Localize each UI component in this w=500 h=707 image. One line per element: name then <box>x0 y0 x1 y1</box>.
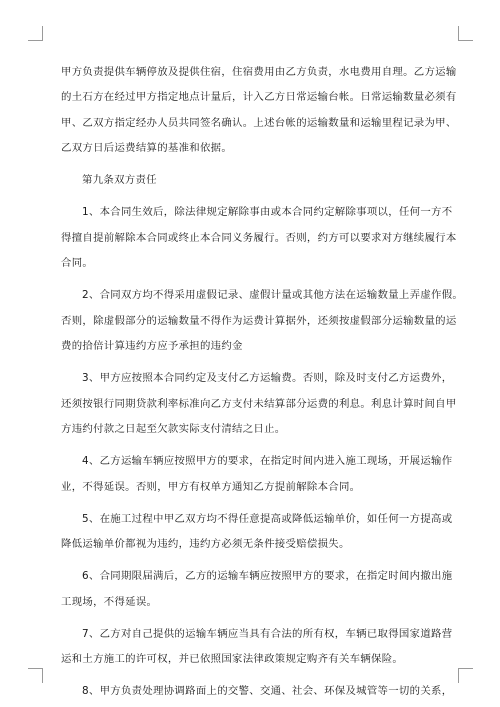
text-line: 还须按银行同期贷款利率标准向乙方支付未结算部分运费的利息。利息计算时间自甲 <box>61 398 457 410</box>
text-line: 2、合同双方均不得采用虚假记录、虚假计量或其他方法在运输数量上弄虚作假。 <box>82 289 464 301</box>
text-line: 7、乙方对自己提供的运输车辆应当具有合法的所有权，车辆已取得国家道路营 <box>82 628 453 640</box>
crop-mark-bottom-right <box>458 668 473 683</box>
text-line: 4、乙方运输车辆应按照甲方的要求，在指定时间内进入施工现场，开展运输作 <box>82 455 453 467</box>
text-line: 方违约付款之日起至欠款实际支付清结之日止。 <box>61 423 286 435</box>
text-line: 的土石方在经过甲方指定地点计量后，计入乙方日常运输台帐。日常运输数量必须有 <box>61 91 457 103</box>
text-line: 降低运输单价都视为违约，违约方必须无条件接受赔偿损失。 <box>61 538 350 550</box>
text-line: 费的拾倍计算违约方应予承担的违约金 <box>61 340 243 352</box>
text-line: 1、本合同生效后，除法律规定解除事由或本合同约定解除事项以，任何一方不 <box>82 206 453 218</box>
text-line: 合同。 <box>61 257 94 269</box>
text-line: 6、合同期限届满后，乙方的运输车辆应按照甲方的要求，在指定时间内撤出施 <box>82 570 453 582</box>
text-line: 乙双方日后运费结算的基准和依据。 <box>61 142 233 154</box>
text-line: 甲、乙双方指定经办人员共同签名确认。上述台帐的运输数量和运输里程记录为甲、 <box>61 117 457 129</box>
section-heading: 第九条双方责任 <box>82 174 157 186</box>
text-line: 否则，除虚假部分的运输数量不得作为运费计算据外，还须按虚假部分运输数量的运 <box>61 315 457 327</box>
crop-mark-bottom-left <box>28 668 43 683</box>
text-line: 甲方负责提供车辆停放及提供住宿，住宿费用由乙方负责，水电费用自理。乙方运输 <box>61 66 457 78</box>
text-line: 得擅自提前解除本合同或终止本合同义务履行。否则，约方可以要求对方继续履行本 <box>61 232 457 244</box>
text-line: 5、在施工过程中甲乙双方均不得任意提高或降低运输单价，如任何一方提高或 <box>82 513 453 525</box>
text-line: 3、甲方应按照本合同约定及支付乙方运输费。否则，除及时支付乙方运费外， <box>82 372 453 384</box>
text-line: 8、甲方负责处理协调路面上的交警、交通、社会、环保及城管等一切的关系， <box>82 685 453 697</box>
text-line: 业，不得延误。否则，甲方有权单方通知乙方提前解除本合同。 <box>61 481 361 493</box>
crop-mark-top-left <box>28 26 43 41</box>
crop-mark-top-right <box>458 26 473 41</box>
text-line: 工现场，不得延误。 <box>61 596 158 608</box>
text-line: 运和土方施工的许可权，并已依照国家法律政策规定购齐有关车辆保险。 <box>61 653 404 665</box>
